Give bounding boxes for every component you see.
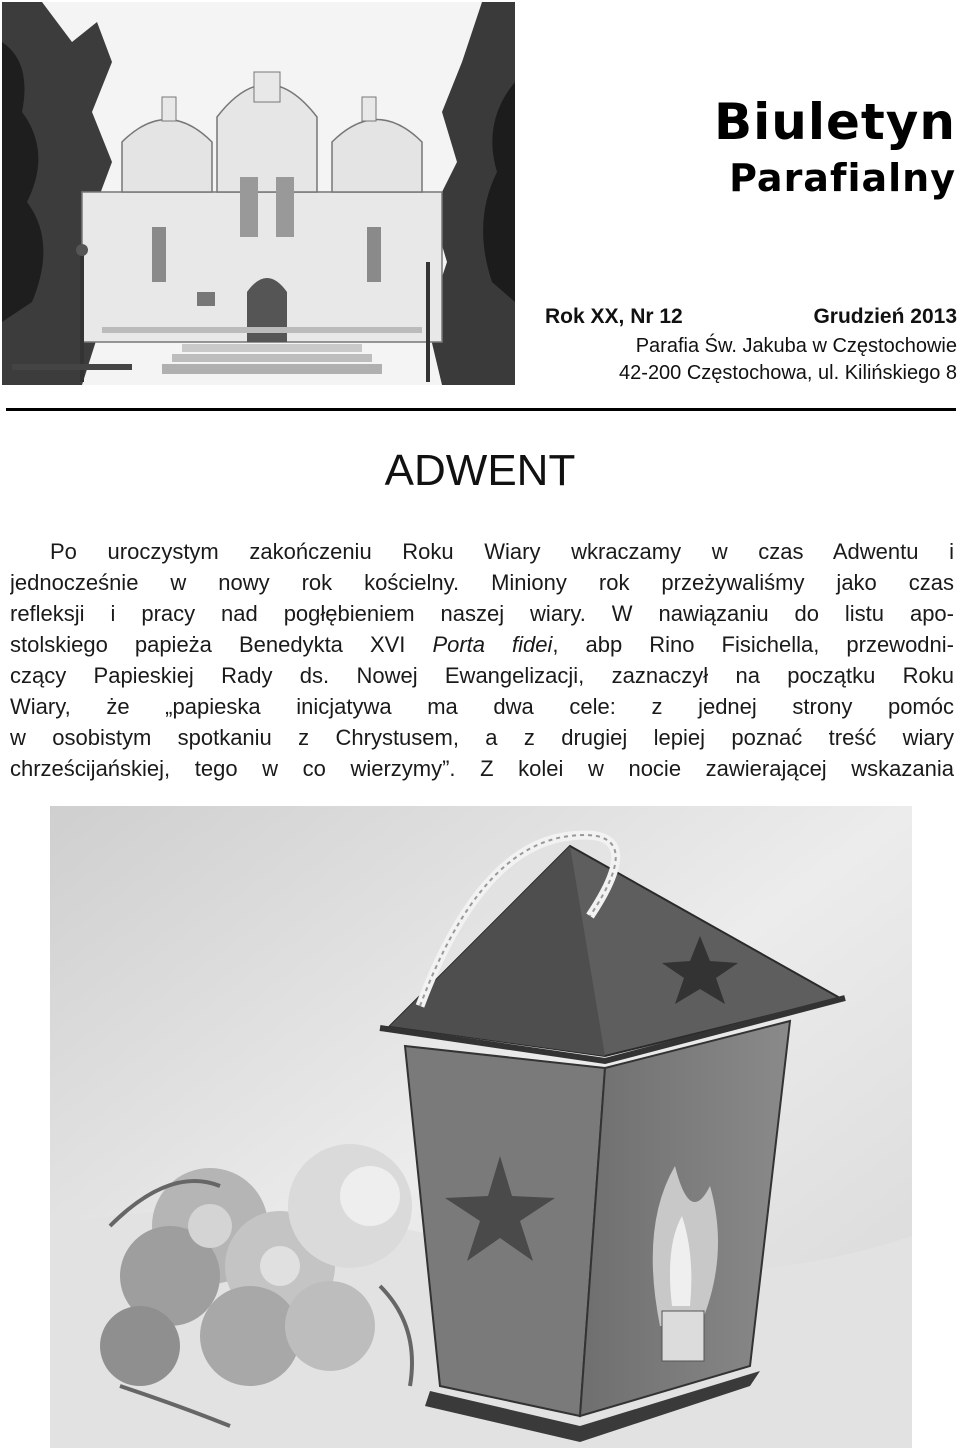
issue-number: Rok XX, Nr 12 xyxy=(545,305,683,328)
body-line-part: , abp Rino Fisichella, przewodni- xyxy=(552,632,954,657)
body-line: czący Papieskiej Rady ds. Nowej Ewangelizacji, zaznaczył na początku Roku xyxy=(10,663,954,688)
body-line: jednocześnie w nowy rok kościelny. Miniony rok przeżywaliśmy jako czas xyxy=(10,570,954,595)
body-line: refleksji i pracy nad pogłębieniem naszej wiary. W nawiązaniu do listu apo- xyxy=(10,601,954,626)
article-body xyxy=(10,536,954,784)
parish-name: Parafia Św. Jakuba w Częstochowie xyxy=(635,335,957,357)
article-title: ADWENT xyxy=(384,446,576,495)
body-line: chrześcijańskiej, tego w co wierzymy”. Z kolei w nocie zawierającej wskazania xyxy=(10,756,954,781)
body-line: Po uroczystym zakończeniu Roku Wiary wkraczamy w czas Adwentu i xyxy=(50,539,954,564)
porta-fidei-title: Porta fidei xyxy=(432,632,553,657)
issue-info xyxy=(545,304,957,330)
bulletin-title: Biuletyn xyxy=(714,93,956,151)
body-line: Wiary, że „papieska inicjatywa ma dwa cele: z jednej strony pomóc xyxy=(10,694,954,719)
church-photo xyxy=(2,2,515,385)
header-divider xyxy=(6,408,956,411)
parish-address: 42-200 Częstochowa, ul. Kilińskiego 8 xyxy=(619,362,957,384)
bulletin-subtitle: Parafialny xyxy=(729,156,956,200)
issue-date: Grudzień 2013 xyxy=(813,305,957,328)
body-line xyxy=(10,629,954,660)
body-line-part: stolskiego papieża Benedykta XVI xyxy=(10,632,433,657)
advent-lantern-photo xyxy=(50,806,912,1448)
body-line: w osobistym spotkaniu z Chrystusem, a z drugiej lepiej poznać treść wiary xyxy=(10,725,954,750)
